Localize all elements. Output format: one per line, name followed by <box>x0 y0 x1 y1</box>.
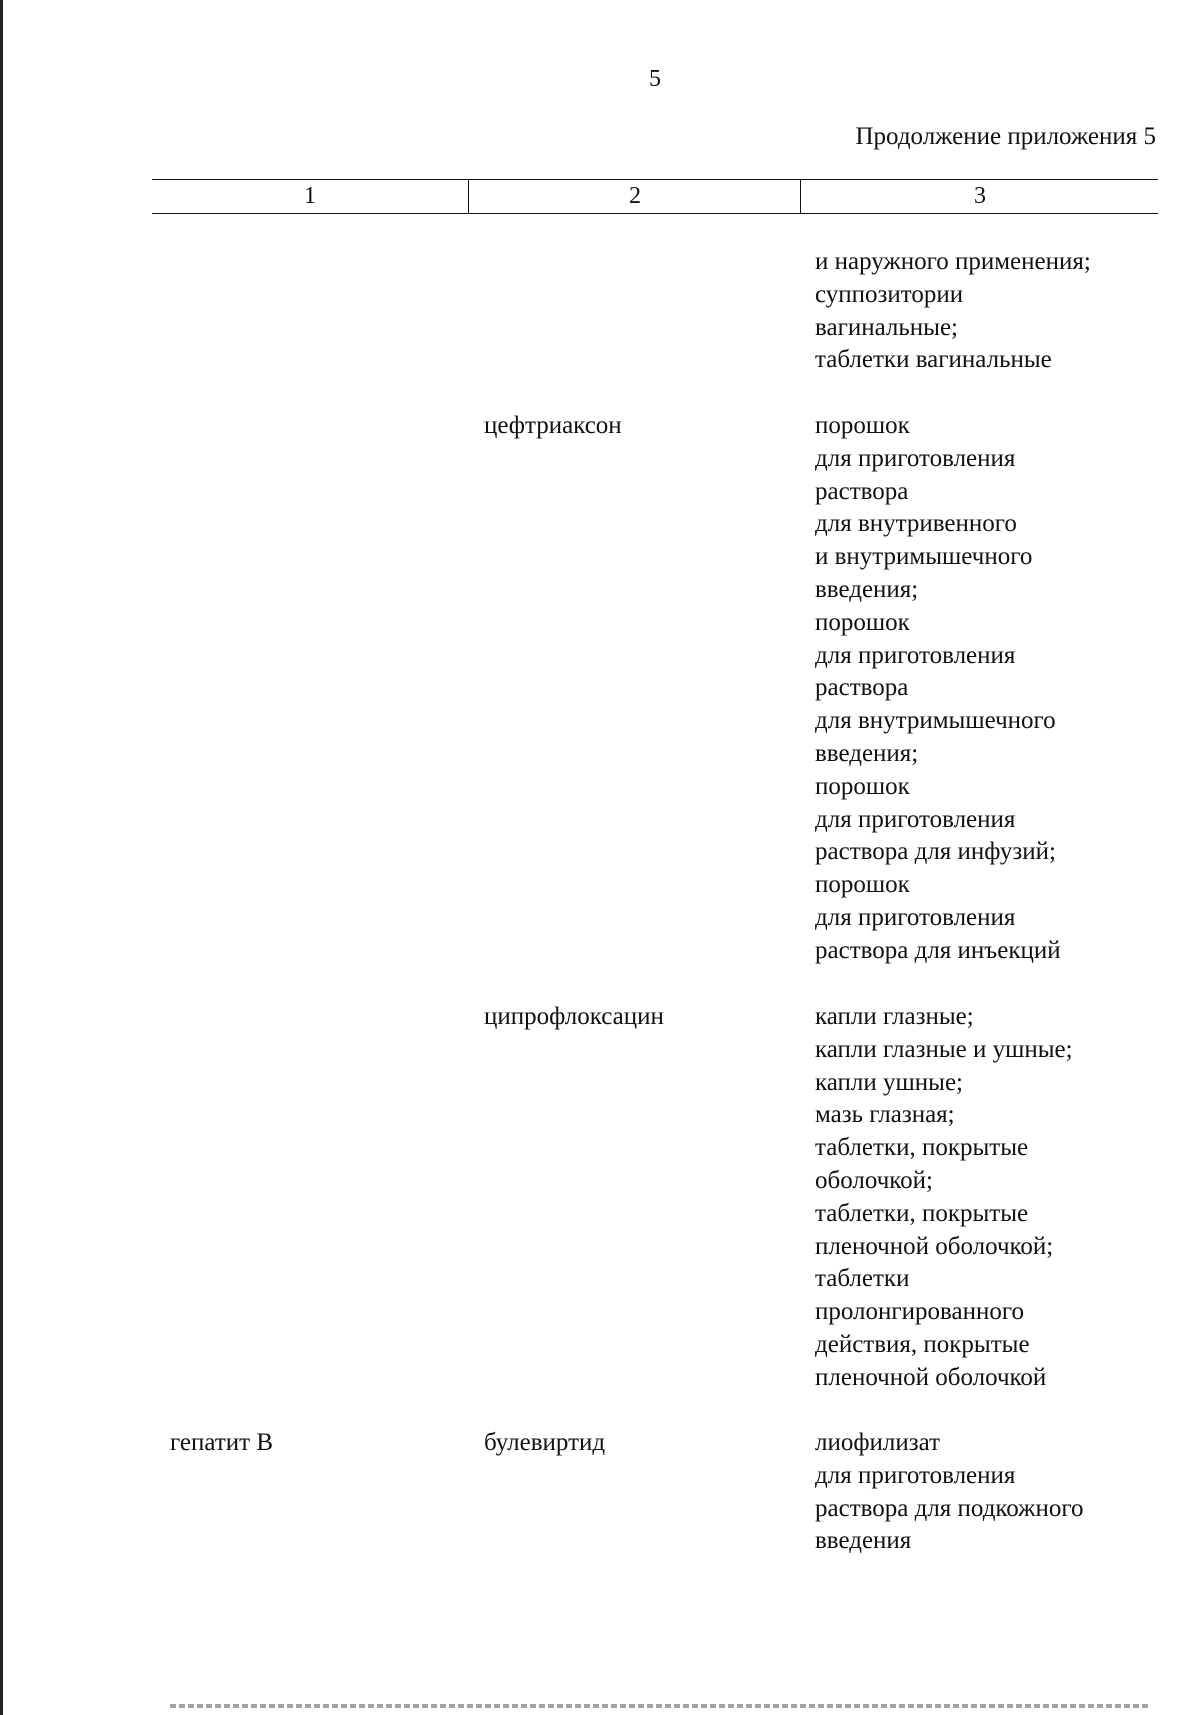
header-col-3: 3 <box>800 180 1159 213</box>
form-line: раствора для инфузий; <box>815 838 1056 866</box>
form-line: порошок <box>815 412 910 439</box>
form-line: капли глазные и ушные; <box>815 1035 1073 1063</box>
form-line: лиофилизат <box>815 1429 941 1456</box>
form-line: пленочной оболочкой <box>815 1363 1047 1391</box>
row-drug: цефтриаксон <box>484 412 622 439</box>
row-forms <box>815 410 1061 968</box>
form-line: для внутримышечного <box>815 707 1056 735</box>
form-line: действия, покрытые <box>815 1330 1030 1358</box>
form-line: таблетки <box>815 1265 910 1293</box>
page-number: 5 <box>649 66 661 92</box>
form-line: раствора <box>815 674 909 702</box>
form-line: капли ушные; <box>815 1068 963 1096</box>
row-drug: ципрофлоксацин <box>484 1003 664 1030</box>
form-line: для приготовления <box>815 903 1016 931</box>
form-line: капли глазные; <box>815 1003 974 1030</box>
form-line: для внутривенного <box>815 510 1017 538</box>
form-line: раствора для инъекций <box>815 936 1061 964</box>
form-line: введения; <box>815 575 919 603</box>
form-line: для приготовления <box>815 444 1016 472</box>
form-line: и внутримышечного <box>815 543 1033 571</box>
form-line: для приготовления <box>815 641 1016 669</box>
form-line: пролонгированного <box>815 1298 1024 1326</box>
scan-edge <box>0 0 3 1715</box>
form-line: раствора <box>815 477 909 505</box>
form-line: и наружного применения; <box>815 248 1091 275</box>
row-indication: гепатит B <box>170 1429 274 1456</box>
row-drug: булевиртид <box>484 1429 606 1456</box>
row-forms <box>815 1001 1073 1395</box>
form-line: для приготовления <box>815 805 1016 833</box>
form-line: для приготовления <box>815 1461 1016 1489</box>
form-line: оболочкой; <box>815 1166 933 1194</box>
form-line: таблетки вагинальные <box>815 346 1052 374</box>
scan-artifact-marks <box>170 1704 1150 1708</box>
header-col-2: 2 <box>468 180 801 213</box>
row-forms <box>815 246 1091 377</box>
form-line: порошок <box>815 608 910 636</box>
table-header <box>152 179 1158 214</box>
continuation-label: Продолжение приложения 5 <box>855 123 1156 150</box>
row-forms <box>815 1427 1083 1558</box>
form-line: порошок <box>815 871 910 899</box>
form-line: раствора для подкожного <box>815 1494 1084 1522</box>
form-line: мазь глазная; <box>815 1101 955 1129</box>
form-line: введения; <box>815 739 919 767</box>
form-line: порошок <box>815 772 910 800</box>
form-line: введения <box>815 1527 912 1555</box>
form-line: таблетки, покрытые <box>815 1199 1029 1227</box>
form-line: суппозитории <box>815 280 964 308</box>
header-col-1: 1 <box>304 183 316 209</box>
form-line: вагинальные; <box>815 313 958 341</box>
form-line: таблетки, покрытые <box>815 1134 1029 1162</box>
form-line: пленочной оболочкой; <box>815 1232 1054 1260</box>
